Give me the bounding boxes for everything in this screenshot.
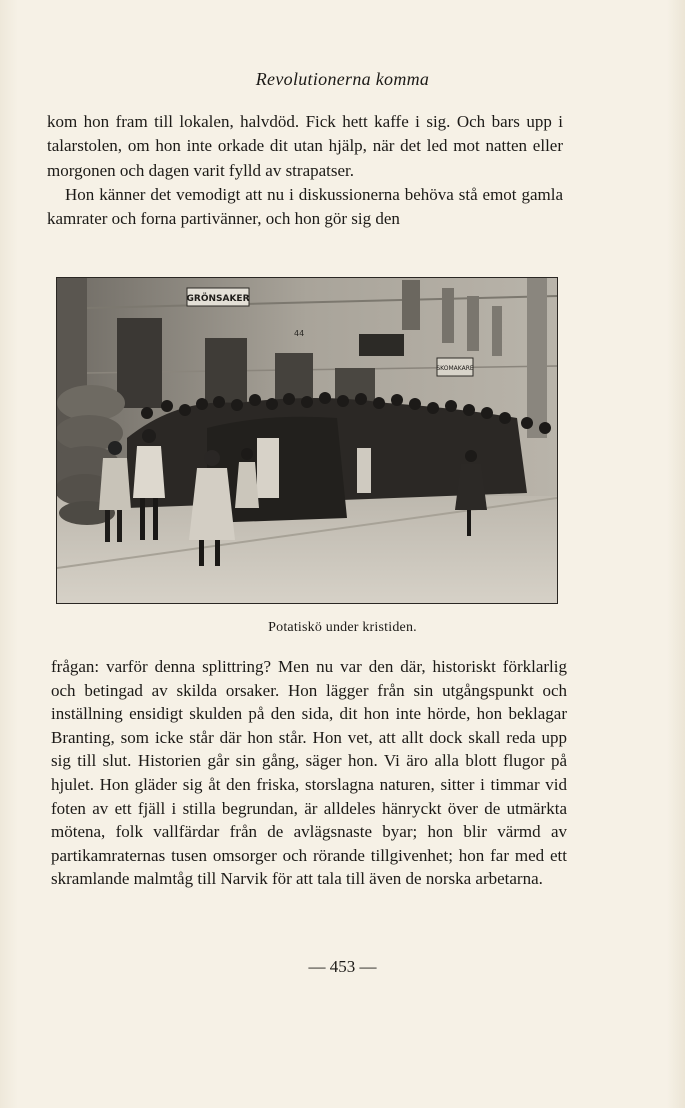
house-number: 44 <box>294 329 305 338</box>
running-head: Revolutionerna komma <box>255 69 430 89</box>
photo-illustration <box>57 278 557 603</box>
page-number: — 453 — <box>308 957 377 976</box>
paragraph: Hon känner det vemodigt att nu i diskussionerna behöva stå emot gamla kamrater och forna partivänner, och hon gör sig den <box>47 184 563 229</box>
photograph-potato-queue <box>56 277 558 604</box>
doorway <box>117 318 162 408</box>
photo-caption: Potatiskö under kristiden. <box>268 620 417 635</box>
paragraph: kom hon fram till lokalen, halvdöd. Fick hett kaffe i sig. Och bars upp i talarstolen, om hon inte orkade dit utan hjälp, när det led mot natten eller morgonen och dagen varit fylld av strapatser. <box>47 112 563 180</box>
paragraph: frågan: varför denna splittring? Men nu var den där, historiskt förklarlig och betingad av skilda orsaker. Hon lägger från sin utgångspunkt och inställning ensidigt skulden på den sida, dit hon inte hörde, hon beklagar Branting, som icke står där hon står. Hon vet, att allt dock skall reda upp sig till slut. Historien går sin gång, säger hon. Vi äro alla blott flugor på hjulet. Hon gläder sig åt den friska, storslagna naturen, sitter i timmar vid foten av ett fjäll i stilla begrundan, är alldeles hänryckt över de utmärkta mötena, folk vallfärdar från de avlägsnaste byar; hon blir värmd av partikamraternas tusen omsorger och rörande tillgivenhet; hon far med ett skramlande malmtåg till Narvik för att tala till även de norska arbetarna. <box>51 657 567 889</box>
text-block-bottom <box>51 655 567 891</box>
shop-sign-right <box>436 358 474 376</box>
sign-text: GRÖNSAKER <box>186 294 250 304</box>
text-block-top <box>47 110 563 231</box>
shop-sign-left <box>187 288 250 306</box>
shop-sign-dark <box>359 334 404 356</box>
sign-text: SKOMAKARE <box>436 365 474 372</box>
